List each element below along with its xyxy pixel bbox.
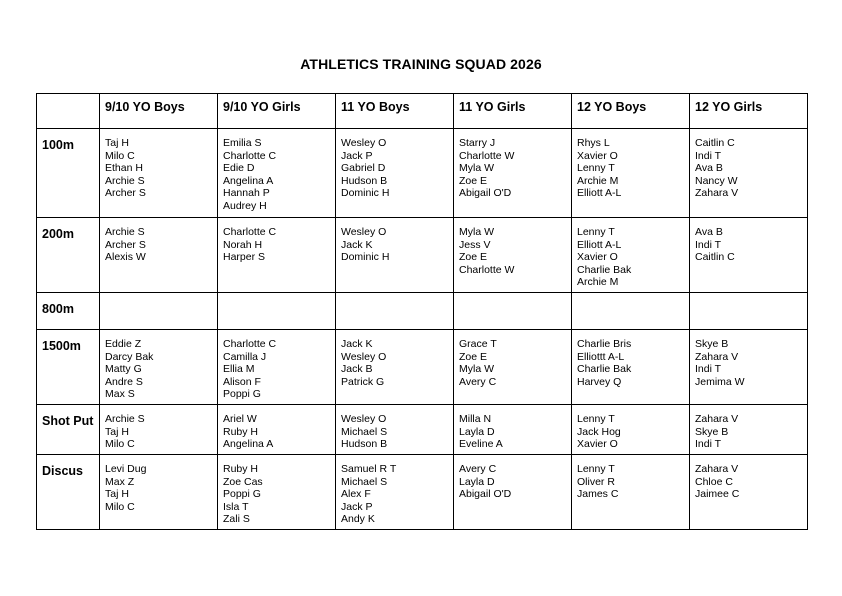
athlete-name: Jaimee C bbox=[695, 488, 740, 501]
athlete-name: Zali S bbox=[223, 513, 250, 526]
athlete-name: Xavier O bbox=[577, 149, 618, 162]
squad-cell bbox=[100, 454, 218, 529]
athlete-name: Myla W bbox=[459, 226, 494, 238]
athlete-name: Milo C bbox=[105, 149, 135, 162]
squad-cell bbox=[100, 218, 218, 293]
athlete-name: Avery C bbox=[459, 375, 497, 388]
athlete-name: Alex F bbox=[341, 488, 371, 501]
table-row bbox=[37, 129, 808, 218]
athlete-name: Dominic H bbox=[341, 251, 390, 264]
athlete-name: Ellia M bbox=[223, 363, 255, 376]
athlete-name: Angelina A bbox=[223, 438, 274, 451]
athlete-name: Caitlin C bbox=[695, 137, 735, 149]
column-header: 9/10 YO Girls bbox=[218, 94, 336, 129]
athlete-name: Archie S bbox=[105, 174, 145, 187]
athlete-name: Hannah P bbox=[223, 187, 270, 200]
athlete-name: Abigail O'D bbox=[459, 488, 512, 501]
athlete-name: Max Z bbox=[105, 475, 135, 488]
athlete-name: Zoe E bbox=[459, 251, 488, 264]
athlete-name: Charlotte W bbox=[459, 149, 515, 162]
athlete-name: Ruby H bbox=[223, 462, 259, 475]
athlete-name: Eddie Z bbox=[105, 337, 142, 350]
athlete-name: Camilla J bbox=[223, 350, 267, 363]
squad-cell bbox=[336, 218, 454, 293]
athlete-name: Wesley O bbox=[341, 226, 387, 238]
athlete-name: Alexis W bbox=[105, 251, 146, 264]
athlete-name: Ava B bbox=[695, 226, 723, 238]
table-row bbox=[37, 404, 808, 454]
athlete-name: Charlotte C bbox=[223, 226, 277, 238]
athlete-name: Lenny T bbox=[577, 226, 615, 238]
athlete-name: Charlotte C bbox=[223, 149, 277, 162]
column-header: 11 YO Girls bbox=[454, 94, 572, 129]
squad-cell bbox=[100, 404, 218, 454]
athlete-name: Ava B bbox=[695, 162, 723, 175]
athlete-name: Jack Hog bbox=[577, 425, 621, 438]
athlete-name: Xavier O bbox=[577, 438, 618, 451]
squad-cell bbox=[454, 329, 572, 404]
squad-cell bbox=[100, 129, 218, 218]
athlete-name: Emilia S bbox=[223, 137, 262, 149]
athlete-name: Skye B bbox=[695, 425, 729, 438]
athlete-name: Indi T bbox=[695, 238, 722, 251]
athlete-name: Zahara V bbox=[695, 350, 739, 363]
athlete-name: Ariel W bbox=[223, 412, 257, 425]
event-label: 800m bbox=[37, 292, 100, 329]
squad-cell bbox=[218, 404, 336, 454]
squad-table-body bbox=[37, 129, 808, 530]
athlete-name: Lenny T bbox=[577, 412, 615, 425]
athlete-name: Elliott A-L bbox=[577, 238, 622, 251]
athlete-name: Grace T bbox=[459, 337, 497, 350]
athlete-name: Myla W bbox=[459, 162, 494, 175]
page-title: ATHLETICS TRAINING SQUAD 2026 bbox=[300, 56, 542, 72]
squad-cell bbox=[100, 292, 218, 329]
event-label: 200m bbox=[37, 218, 100, 293]
squad-cell bbox=[690, 329, 808, 404]
athlete-name: Archie S bbox=[105, 226, 145, 238]
athlete-name: Archie M bbox=[577, 276, 619, 289]
table-row bbox=[37, 454, 808, 529]
squad-cell bbox=[218, 292, 336, 329]
athlete-name: Wesley O bbox=[341, 137, 387, 149]
athlete-name: Darcy Bak bbox=[105, 350, 154, 363]
athlete-name: Jack B bbox=[341, 363, 373, 376]
squad-cell bbox=[690, 404, 808, 454]
athlete-name: Eveline A bbox=[459, 438, 503, 451]
squad-cell bbox=[572, 454, 690, 529]
athlete-name: Caitlin C bbox=[695, 251, 735, 264]
athlete-name: Charlotte W bbox=[459, 263, 515, 276]
squad-cell bbox=[336, 404, 454, 454]
table-row bbox=[37, 218, 808, 293]
athlete-name: Oliver R bbox=[577, 475, 615, 488]
athlete-name: Poppi G bbox=[223, 388, 261, 401]
squad-cell bbox=[572, 292, 690, 329]
athlete-name: Michael S bbox=[341, 475, 388, 488]
squad-cell bbox=[336, 329, 454, 404]
athlete-name: Zahara V bbox=[695, 462, 739, 475]
event-label: 100m bbox=[37, 129, 100, 218]
squad-cell bbox=[454, 454, 572, 529]
athlete-name: Jack K bbox=[341, 238, 373, 251]
squad-cell bbox=[572, 218, 690, 293]
event-label: Shot Put bbox=[37, 404, 100, 454]
column-header: 9/10 YO Boys bbox=[100, 94, 218, 129]
athlete-name: Angelina A bbox=[223, 174, 274, 187]
athlete-name: Indi T bbox=[695, 149, 722, 162]
athlete-name: Nancy W bbox=[695, 174, 738, 187]
athlete-name: Alison F bbox=[223, 375, 261, 388]
athlete-name: Hudson B bbox=[341, 174, 388, 187]
athlete-name: Zoe E bbox=[459, 350, 488, 363]
athlete-name: Isla T bbox=[223, 500, 249, 513]
squad-cell bbox=[690, 129, 808, 218]
athlete-name: James C bbox=[577, 488, 619, 501]
athlete-name: Harvey Q bbox=[577, 375, 622, 388]
column-header: 12 YO Girls bbox=[690, 94, 808, 129]
athlete-name: Rhys L bbox=[577, 137, 610, 149]
athlete-name: Norah H bbox=[223, 238, 263, 251]
athlete-name: Jack P bbox=[341, 500, 373, 513]
squad-cell bbox=[218, 218, 336, 293]
athlete-name: Taj H bbox=[105, 488, 129, 501]
athlete-name: Jack P bbox=[341, 149, 373, 162]
column-header: 11 YO Boys bbox=[336, 94, 454, 129]
athlete-name: Layla D bbox=[459, 475, 495, 488]
squad-cell bbox=[336, 129, 454, 218]
athlete-name: Samuel R T bbox=[341, 462, 397, 475]
header-row bbox=[37, 94, 808, 129]
athlete-name: Max S bbox=[105, 388, 135, 401]
athlete-name: Starry J bbox=[459, 137, 496, 149]
squad-cell bbox=[336, 454, 454, 529]
squad-cell bbox=[336, 292, 454, 329]
squad-cell bbox=[454, 292, 572, 329]
athlete-name: Zahara V bbox=[695, 412, 739, 425]
athlete-name: Milo C bbox=[105, 500, 135, 513]
athlete-name: Myla W bbox=[459, 363, 494, 376]
athlete-name: Indi T bbox=[695, 363, 722, 376]
squad-cell bbox=[454, 404, 572, 454]
athlete-name: Gabriel D bbox=[341, 162, 386, 175]
athlete-name: Wesley O bbox=[341, 412, 387, 425]
athlete-name: Chloe C bbox=[695, 475, 733, 488]
squad-cell bbox=[218, 129, 336, 218]
athlete-name: Michael S bbox=[341, 425, 388, 438]
athlete-name: Charlotte C bbox=[223, 337, 277, 350]
athlete-name: Indi T bbox=[695, 438, 722, 451]
athlete-name: Lenny T bbox=[577, 462, 615, 475]
squad-cell bbox=[690, 218, 808, 293]
athlete-name: Dominic H bbox=[341, 187, 390, 200]
squad-cell bbox=[100, 329, 218, 404]
athlete-name: Jack K bbox=[341, 337, 373, 350]
event-label: 1500m bbox=[37, 329, 100, 404]
athlete-name: Jemima W bbox=[695, 375, 745, 388]
squad-cell bbox=[572, 404, 690, 454]
athlete-name: Andre S bbox=[105, 375, 143, 388]
athlete-name: Poppi G bbox=[223, 488, 261, 501]
squad-table bbox=[36, 93, 808, 530]
athlete-name: Layla D bbox=[459, 425, 495, 438]
athlete-name: Audrey H bbox=[223, 199, 267, 212]
athlete-name: Archie S bbox=[105, 412, 145, 425]
squad-cell bbox=[218, 329, 336, 404]
athlete-name: Archer S bbox=[105, 238, 146, 251]
event-label: Discus bbox=[37, 454, 100, 529]
athlete-name: Levi Dug bbox=[105, 462, 147, 475]
athlete-name: Xavier O bbox=[577, 251, 618, 264]
table-row bbox=[37, 329, 808, 404]
athlete-name: Jess V bbox=[459, 238, 491, 251]
athlete-name: Matty G bbox=[105, 363, 142, 376]
athlete-name: Wesley O bbox=[341, 350, 387, 363]
column-header: 12 YO Boys bbox=[572, 94, 690, 129]
athlete-name: Zahara V bbox=[695, 187, 739, 200]
squad-cell bbox=[572, 129, 690, 218]
athlete-name: Taj H bbox=[105, 425, 129, 438]
athlete-name: Archer S bbox=[105, 187, 146, 200]
athlete-name: Charlie Bak bbox=[577, 263, 632, 276]
athlete-name: Andy K bbox=[341, 513, 375, 526]
athlete-name: Elliottt A-L bbox=[577, 350, 625, 363]
table-row bbox=[37, 292, 808, 329]
squad-cell bbox=[690, 454, 808, 529]
athlete-name: Zoe E bbox=[459, 174, 488, 187]
athlete-name: Skye B bbox=[695, 337, 729, 350]
athlete-name: Patrick G bbox=[341, 375, 385, 388]
athlete-name: Ruby H bbox=[223, 425, 259, 438]
athlete-name: Zoe Cas bbox=[223, 475, 263, 488]
athlete-name: Ethan H bbox=[105, 162, 143, 175]
athlete-name: Avery C bbox=[459, 462, 497, 475]
squad-cell bbox=[218, 454, 336, 529]
athlete-name: Archie M bbox=[577, 174, 619, 187]
squad-cell bbox=[572, 329, 690, 404]
squad-cell bbox=[454, 129, 572, 218]
athlete-name: Elliott A-L bbox=[577, 187, 622, 200]
corner-cell bbox=[37, 94, 100, 129]
athlete-name: Milla N bbox=[459, 412, 492, 425]
squad-cell bbox=[454, 218, 572, 293]
athlete-name: Charlie Bak bbox=[577, 363, 632, 376]
athlete-name: Milo C bbox=[105, 438, 135, 451]
athlete-name: Charlie Bris bbox=[577, 337, 632, 350]
athlete-name: Harper S bbox=[223, 251, 266, 264]
athlete-name: Hudson B bbox=[341, 438, 388, 451]
athlete-name: Lenny T bbox=[577, 162, 615, 175]
athlete-name: Taj H bbox=[105, 137, 129, 149]
squad-cell bbox=[690, 292, 808, 329]
athlete-name: Edie D bbox=[223, 162, 255, 175]
athlete-name: Abigail O'D bbox=[459, 187, 512, 200]
